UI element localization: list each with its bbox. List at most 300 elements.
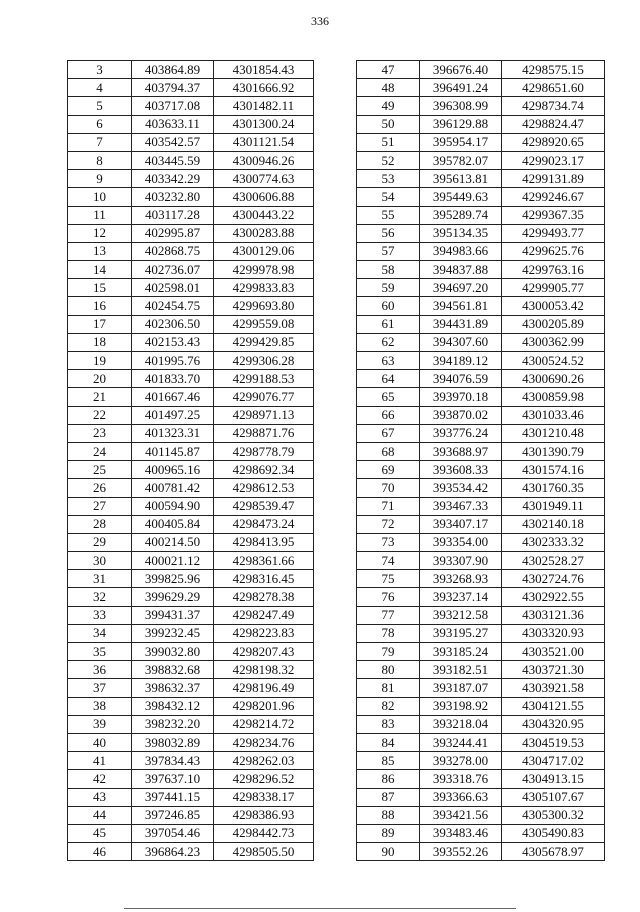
y-coordinate-cell: 4301121.54: [214, 133, 314, 151]
x-coordinate-cell: 403717.08: [132, 97, 214, 115]
table-row: [357, 570, 605, 588]
table-row: [68, 279, 314, 297]
y-coordinate-cell: 4299246.67: [502, 188, 605, 206]
y-coordinate-cell: 4298505.50: [214, 843, 314, 861]
point-number-cell: 77: [357, 606, 420, 624]
y-coordinate-cell: 4299076.77: [214, 388, 314, 406]
point-number-cell: 79: [357, 643, 420, 661]
table-row: [68, 824, 314, 842]
x-coordinate-cell: 393307.90: [420, 552, 502, 570]
point-number-cell: 24: [68, 442, 132, 460]
table-row: [68, 261, 314, 279]
x-coordinate-cell: 393776.24: [420, 424, 502, 442]
point-number-cell: 76: [357, 588, 420, 606]
point-number-cell: 47: [357, 61, 420, 79]
table-row: [68, 242, 314, 260]
point-number-cell: 37: [68, 679, 132, 697]
table-row: [357, 151, 605, 169]
x-coordinate-cell: 393688.97: [420, 442, 502, 460]
point-number-cell: 10: [68, 188, 132, 206]
coordinates-table-left: [67, 60, 314, 861]
y-coordinate-cell: 4298824.47: [502, 115, 605, 133]
point-number-cell: 25: [68, 461, 132, 479]
point-number-cell: 75: [357, 570, 420, 588]
table-row: [357, 733, 605, 751]
table-row: [357, 533, 605, 551]
point-number-cell: 89: [357, 824, 420, 842]
y-coordinate-cell: 4301760.35: [502, 479, 605, 497]
y-coordinate-cell: 4298247.49: [214, 606, 314, 624]
y-coordinate-cell: 4304519.53: [502, 733, 605, 751]
point-number-cell: 27: [68, 497, 132, 515]
y-coordinate-cell: 4300774.63: [214, 170, 314, 188]
y-coordinate-cell: 4302528.27: [502, 552, 605, 570]
x-coordinate-cell: 393268.93: [420, 570, 502, 588]
point-number-cell: 43: [68, 788, 132, 806]
x-coordinate-cell: 397441.15: [132, 788, 214, 806]
y-coordinate-cell: 4298207.43: [214, 643, 314, 661]
point-number-cell: 35: [68, 643, 132, 661]
table-row: [68, 515, 314, 533]
x-coordinate-cell: 398432.12: [132, 697, 214, 715]
y-coordinate-cell: 4298198.32: [214, 661, 314, 679]
x-coordinate-cell: 393407.17: [420, 515, 502, 533]
x-coordinate-cell: 396491.24: [420, 79, 502, 97]
table-row: [357, 588, 605, 606]
table-row: [68, 206, 314, 224]
table-row: [357, 97, 605, 115]
x-coordinate-cell: 402995.87: [132, 224, 214, 242]
table-row: [68, 624, 314, 642]
y-coordinate-cell: 4305678.97: [502, 843, 605, 861]
y-coordinate-cell: 4299188.53: [214, 370, 314, 388]
table-row: [357, 406, 605, 424]
point-number-cell: 73: [357, 533, 420, 551]
table-row: [357, 624, 605, 642]
point-number-cell: 14: [68, 261, 132, 279]
page-number: 336: [311, 14, 329, 28]
x-coordinate-cell: 400021.12: [132, 552, 214, 570]
point-number-cell: 64: [357, 370, 420, 388]
point-number-cell: 13: [68, 242, 132, 260]
y-coordinate-cell: 4298234.76: [214, 733, 314, 751]
x-coordinate-cell: 393354.00: [420, 533, 502, 551]
table-row: [68, 170, 314, 188]
point-number-cell: 21: [68, 388, 132, 406]
point-number-cell: 83: [357, 715, 420, 733]
point-number-cell: 52: [357, 151, 420, 169]
point-number-cell: 70: [357, 479, 420, 497]
x-coordinate-cell: 395449.63: [420, 188, 502, 206]
point-number-cell: 85: [357, 752, 420, 770]
x-coordinate-cell: 400781.42: [132, 479, 214, 497]
x-coordinate-cell: 395134.35: [420, 224, 502, 242]
x-coordinate-cell: 393970.18: [420, 388, 502, 406]
point-number-cell: 12: [68, 224, 132, 242]
y-coordinate-cell: 4298262.03: [214, 752, 314, 770]
point-number-cell: 71: [357, 497, 420, 515]
point-number-cell: 7: [68, 133, 132, 151]
table-row: [357, 806, 605, 824]
y-coordinate-cell: 4302724.76: [502, 570, 605, 588]
y-coordinate-cell: 4298278.38: [214, 588, 314, 606]
y-coordinate-cell: 4299693.80: [214, 297, 314, 315]
x-coordinate-cell: 397834.43: [132, 752, 214, 770]
x-coordinate-cell: 399629.29: [132, 588, 214, 606]
table-row: [357, 315, 605, 333]
x-coordinate-cell: 403542.57: [132, 133, 214, 151]
x-coordinate-cell: 402306.50: [132, 315, 214, 333]
table-row: [68, 151, 314, 169]
x-coordinate-cell: 393534.42: [420, 479, 502, 497]
y-coordinate-cell: 4300283.88: [214, 224, 314, 242]
y-coordinate-cell: 4301949.11: [502, 497, 605, 515]
point-number-cell: 30: [68, 552, 132, 570]
table-row: [357, 61, 605, 79]
bottom-divider: [124, 908, 516, 909]
table-row: [68, 679, 314, 697]
point-number-cell: 33: [68, 606, 132, 624]
table-row: [68, 533, 314, 551]
table-row: [357, 788, 605, 806]
x-coordinate-cell: 397246.85: [132, 806, 214, 824]
y-coordinate-cell: 4299429.85: [214, 333, 314, 351]
table-row: [68, 461, 314, 479]
table-row: [68, 115, 314, 133]
point-number-cell: 53: [357, 170, 420, 188]
point-number-cell: 54: [357, 188, 420, 206]
y-coordinate-cell: 4299306.28: [214, 352, 314, 370]
point-number-cell: 69: [357, 461, 420, 479]
y-coordinate-cell: 4298920.65: [502, 133, 605, 151]
table-row: [357, 388, 605, 406]
y-coordinate-cell: 4299367.35: [502, 206, 605, 224]
x-coordinate-cell: 401497.25: [132, 406, 214, 424]
point-number-cell: 55: [357, 206, 420, 224]
table-row: [357, 461, 605, 479]
point-number-cell: 59: [357, 279, 420, 297]
x-coordinate-cell: 403864.89: [132, 61, 214, 79]
point-number-cell: 36: [68, 661, 132, 679]
y-coordinate-cell: 4303320.93: [502, 624, 605, 642]
point-number-cell: 65: [357, 388, 420, 406]
point-number-cell: 19: [68, 352, 132, 370]
y-coordinate-cell: 4303521.00: [502, 643, 605, 661]
y-coordinate-cell: 4300859.98: [502, 388, 605, 406]
y-coordinate-cell: 4301033.46: [502, 406, 605, 424]
table-row: [357, 224, 605, 242]
point-number-cell: 61: [357, 315, 420, 333]
table-row: [357, 679, 605, 697]
y-coordinate-cell: 4305107.67: [502, 788, 605, 806]
table-row: [357, 133, 605, 151]
y-coordinate-cell: 4305300.32: [502, 806, 605, 824]
table-row: [357, 606, 605, 624]
point-number-cell: 9: [68, 170, 132, 188]
x-coordinate-cell: 403794.37: [132, 79, 214, 97]
point-number-cell: 40: [68, 733, 132, 751]
table-row: [68, 606, 314, 624]
point-number-cell: 32: [68, 588, 132, 606]
point-number-cell: 60: [357, 297, 420, 315]
table-row: [357, 170, 605, 188]
table-row: [68, 770, 314, 788]
table-row: [68, 297, 314, 315]
point-number-cell: 22: [68, 406, 132, 424]
point-number-cell: 42: [68, 770, 132, 788]
table-row: [68, 315, 314, 333]
point-number-cell: 39: [68, 715, 132, 733]
table-row: [357, 261, 605, 279]
table-row: [357, 333, 605, 351]
point-number-cell: 51: [357, 133, 420, 151]
table-row: [68, 843, 314, 861]
x-coordinate-cell: 402868.75: [132, 242, 214, 260]
point-number-cell: 87: [357, 788, 420, 806]
y-coordinate-cell: 4298386.93: [214, 806, 314, 824]
point-number-cell: 63: [357, 352, 420, 370]
table-row: [68, 352, 314, 370]
table-row: [68, 552, 314, 570]
x-coordinate-cell: 393198.92: [420, 697, 502, 715]
y-coordinate-cell: 4298778.79: [214, 442, 314, 460]
y-coordinate-cell: 4298201.96: [214, 697, 314, 715]
table-row: [357, 824, 605, 842]
point-number-cell: 74: [357, 552, 420, 570]
y-coordinate-cell: 4300129.06: [214, 242, 314, 260]
point-number-cell: 90: [357, 843, 420, 861]
x-coordinate-cell: 399431.37: [132, 606, 214, 624]
y-coordinate-cell: 4301482.11: [214, 97, 314, 115]
x-coordinate-cell: 393552.26: [420, 843, 502, 861]
y-coordinate-cell: 4301300.24: [214, 115, 314, 133]
table-row: [357, 552, 605, 570]
x-coordinate-cell: 394837.88: [420, 261, 502, 279]
table-row: [357, 661, 605, 679]
table-row: [357, 442, 605, 460]
y-coordinate-cell: 4299131.89: [502, 170, 605, 188]
x-coordinate-cell: 396308.99: [420, 97, 502, 115]
x-coordinate-cell: 403117.28: [132, 206, 214, 224]
y-coordinate-cell: 4301666.92: [214, 79, 314, 97]
x-coordinate-cell: 399232.45: [132, 624, 214, 642]
x-coordinate-cell: 393185.24: [420, 643, 502, 661]
x-coordinate-cell: 401323.31: [132, 424, 214, 442]
point-number-cell: 50: [357, 115, 420, 133]
x-coordinate-cell: 393278.00: [420, 752, 502, 770]
x-coordinate-cell: 403633.11: [132, 115, 214, 133]
table-row: [68, 61, 314, 79]
point-number-cell: 67: [357, 424, 420, 442]
point-number-cell: 57: [357, 242, 420, 260]
x-coordinate-cell: 401995.76: [132, 352, 214, 370]
y-coordinate-cell: 4300946.26: [214, 151, 314, 169]
point-number-cell: 72: [357, 515, 420, 533]
x-coordinate-cell: 400405.84: [132, 515, 214, 533]
x-coordinate-cell: 394307.60: [420, 333, 502, 351]
y-coordinate-cell: 4302140.18: [502, 515, 605, 533]
table-row: [357, 188, 605, 206]
point-number-cell: 6: [68, 115, 132, 133]
table-row: [357, 843, 605, 861]
y-coordinate-cell: 4303921.58: [502, 679, 605, 697]
y-coordinate-cell: 4300205.89: [502, 315, 605, 333]
point-number-cell: 48: [357, 79, 420, 97]
table-row: [68, 788, 314, 806]
x-coordinate-cell: 398832.68: [132, 661, 214, 679]
x-coordinate-cell: 398232.20: [132, 715, 214, 733]
y-coordinate-cell: 4298473.24: [214, 515, 314, 533]
point-number-cell: 4: [68, 79, 132, 97]
table-row: [357, 497, 605, 515]
x-coordinate-cell: 402598.01: [132, 279, 214, 297]
point-number-cell: 66: [357, 406, 420, 424]
table-row: [357, 770, 605, 788]
y-coordinate-cell: 4303721.30: [502, 661, 605, 679]
y-coordinate-cell: 4298316.45: [214, 570, 314, 588]
table-row: [357, 115, 605, 133]
y-coordinate-cell: 4298871.76: [214, 424, 314, 442]
coordinates-table-right: [356, 60, 605, 861]
table-row: [357, 352, 605, 370]
table-row: [357, 79, 605, 97]
y-coordinate-cell: 4299763.16: [502, 261, 605, 279]
table-row: [357, 752, 605, 770]
point-number-cell: 28: [68, 515, 132, 533]
x-coordinate-cell: 401833.70: [132, 370, 214, 388]
point-number-cell: 34: [68, 624, 132, 642]
x-coordinate-cell: 396129.88: [420, 115, 502, 133]
x-coordinate-cell: 396676.40: [420, 61, 502, 79]
table-row: [68, 388, 314, 406]
point-number-cell: 16: [68, 297, 132, 315]
table-row: [357, 242, 605, 260]
y-coordinate-cell: 4301854.43: [214, 61, 314, 79]
table-row: [68, 370, 314, 388]
point-number-cell: 5: [68, 97, 132, 115]
y-coordinate-cell: 4298971.13: [214, 406, 314, 424]
x-coordinate-cell: 395613.81: [420, 170, 502, 188]
x-coordinate-cell: 393467.33: [420, 497, 502, 515]
y-coordinate-cell: 4304717.02: [502, 752, 605, 770]
x-coordinate-cell: 393244.41: [420, 733, 502, 751]
point-number-cell: 38: [68, 697, 132, 715]
x-coordinate-cell: 399032.80: [132, 643, 214, 661]
point-number-cell: 29: [68, 533, 132, 551]
x-coordinate-cell: 394983.66: [420, 242, 502, 260]
x-coordinate-cell: 393608.33: [420, 461, 502, 479]
x-coordinate-cell: 401667.46: [132, 388, 214, 406]
x-coordinate-cell: 398032.89: [132, 733, 214, 751]
y-coordinate-cell: 4304913.15: [502, 770, 605, 788]
y-coordinate-cell: 4305490.83: [502, 824, 605, 842]
y-coordinate-cell: 4300524.52: [502, 352, 605, 370]
y-coordinate-cell: 4301574.16: [502, 461, 605, 479]
y-coordinate-cell: 4298223.83: [214, 624, 314, 642]
point-number-cell: 88: [357, 806, 420, 824]
x-coordinate-cell: 403445.59: [132, 151, 214, 169]
x-coordinate-cell: 393318.76: [420, 770, 502, 788]
y-coordinate-cell: 4300362.99: [502, 333, 605, 351]
y-coordinate-cell: 4299978.98: [214, 261, 314, 279]
point-number-cell: 17: [68, 315, 132, 333]
point-number-cell: 78: [357, 624, 420, 642]
y-coordinate-cell: 4298734.74: [502, 97, 605, 115]
x-coordinate-cell: 402454.75: [132, 297, 214, 315]
table-row: [68, 333, 314, 351]
x-coordinate-cell: 393218.04: [420, 715, 502, 733]
point-number-cell: 86: [357, 770, 420, 788]
x-coordinate-cell: 400965.16: [132, 461, 214, 479]
x-coordinate-cell: 394697.20: [420, 279, 502, 297]
point-number-cell: 31: [68, 570, 132, 588]
x-coordinate-cell: 393870.02: [420, 406, 502, 424]
table-row: [68, 406, 314, 424]
y-coordinate-cell: 4298575.15: [502, 61, 605, 79]
x-coordinate-cell: 399825.96: [132, 570, 214, 588]
y-coordinate-cell: 4300053.42: [502, 297, 605, 315]
table-row: [68, 97, 314, 115]
y-coordinate-cell: 4299625.76: [502, 242, 605, 260]
point-number-cell: 46: [68, 843, 132, 861]
y-coordinate-cell: 4298442.73: [214, 824, 314, 842]
x-coordinate-cell: 393182.51: [420, 661, 502, 679]
point-number-cell: 58: [357, 261, 420, 279]
x-coordinate-cell: 393212.58: [420, 606, 502, 624]
table-row: [357, 697, 605, 715]
table-row: [357, 715, 605, 733]
point-number-cell: 49: [357, 97, 420, 115]
table-row: [68, 224, 314, 242]
y-coordinate-cell: 4298296.52: [214, 770, 314, 788]
y-coordinate-cell: 4300690.26: [502, 370, 605, 388]
point-number-cell: 3: [68, 61, 132, 79]
table-row: [357, 515, 605, 533]
x-coordinate-cell: 398632.37: [132, 679, 214, 697]
point-number-cell: 8: [68, 151, 132, 169]
table-row: [68, 643, 314, 661]
y-coordinate-cell: 4300606.88: [214, 188, 314, 206]
point-number-cell: 62: [357, 333, 420, 351]
x-coordinate-cell: 395782.07: [420, 151, 502, 169]
point-number-cell: 80: [357, 661, 420, 679]
y-coordinate-cell: 4301390.79: [502, 442, 605, 460]
point-number-cell: 15: [68, 279, 132, 297]
table-row: [357, 479, 605, 497]
x-coordinate-cell: 397637.10: [132, 770, 214, 788]
table-row: [68, 752, 314, 770]
y-coordinate-cell: 4298539.47: [214, 497, 314, 515]
x-coordinate-cell: 393483.46: [420, 824, 502, 842]
x-coordinate-cell: 403342.29: [132, 170, 214, 188]
table-row: [68, 497, 314, 515]
x-coordinate-cell: 394189.12: [420, 352, 502, 370]
x-coordinate-cell: 393366.63: [420, 788, 502, 806]
table-row: [68, 715, 314, 733]
point-number-cell: 84: [357, 733, 420, 751]
point-number-cell: 41: [68, 752, 132, 770]
table-row: [357, 297, 605, 315]
table-row: [68, 79, 314, 97]
point-number-cell: 26: [68, 479, 132, 497]
table-row: [68, 697, 314, 715]
table-row: [357, 643, 605, 661]
point-number-cell: 20: [68, 370, 132, 388]
table-row: [357, 424, 605, 442]
y-coordinate-cell: 4298651.60: [502, 79, 605, 97]
y-coordinate-cell: 4299833.83: [214, 279, 314, 297]
table-row: [68, 733, 314, 751]
